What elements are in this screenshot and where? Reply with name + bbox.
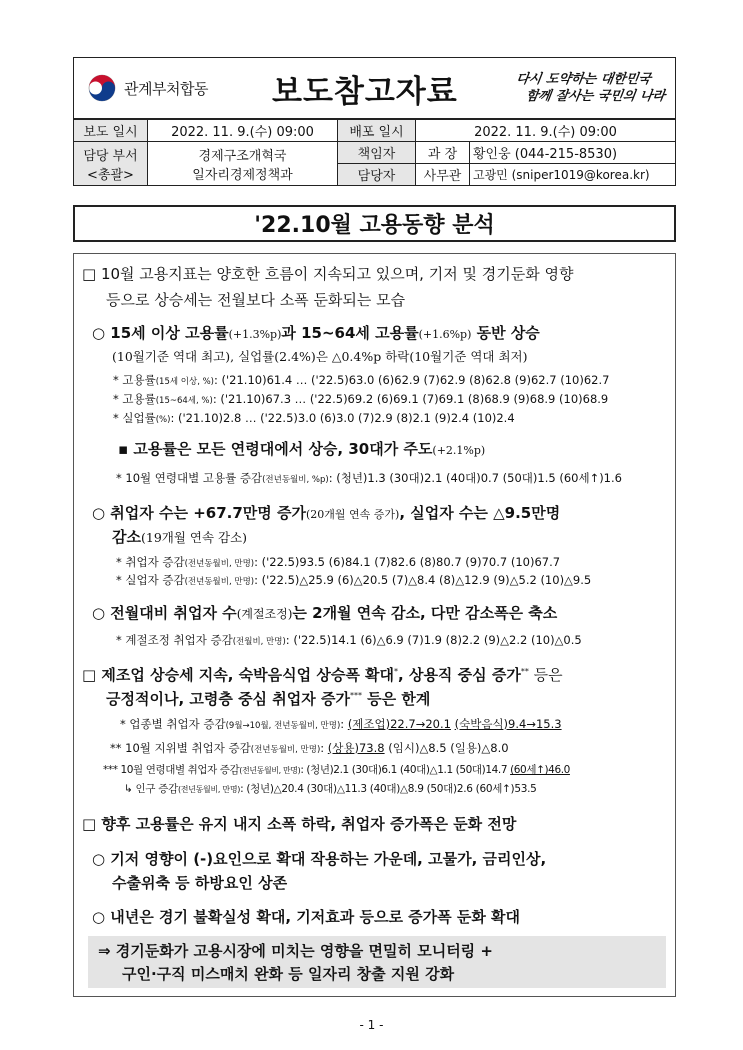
- agency-label: 관계부처합동: [124, 79, 208, 98]
- dept-value-line1: 경제구조개혁국: [198, 148, 287, 164]
- s1-p1-b: (+1.3%p): [228, 328, 282, 341]
- d3-b: (%): [155, 415, 171, 425]
- o3-b: (계절조정): [236, 607, 293, 621]
- d2-c: : ('21.10)67.3 … ('22.5)69.2 (6)69.1 (7)69.1 (8)68.9 (9)68.9 (10)68.9: [212, 392, 609, 406]
- dept-value-line2: 일자리경제정책과: [192, 167, 293, 183]
- d1-a: * 고용률: [113, 373, 156, 387]
- s1-headline-1: □ 10월 고용지표는 양호한 흐름이 지속되고 있으며, 기저 및 경기둔화 영향: [82, 265, 574, 283]
- o2-e: (19개월 연속 감소): [140, 530, 248, 545]
- s2d2-a: ** 10월 지위별 취업자 증감: [110, 741, 251, 755]
- s1-p1-d: (+1.6%p): [418, 328, 472, 341]
- s2-headline-1: [82, 664, 563, 685]
- d6-a: * 실업자 증감: [116, 573, 185, 587]
- s2-l1-d: **: [520, 667, 529, 676]
- release-date-value: 2022. 11. 9.(수) 09:00: [148, 120, 338, 142]
- dept-value: [148, 142, 338, 186]
- slogan-line-1: 다시 도약하는 대한민국: [515, 72, 652, 87]
- s1-sub-point: [118, 438, 485, 459]
- d2-a: * 고용률: [113, 392, 156, 406]
- s1-detail-3: [113, 410, 515, 426]
- s3-headline: □ 향후 고용률은 유지 내지 소폭 하락, 취업자 증가폭은 둔화 전망: [82, 815, 517, 833]
- s2d1-f: (숙박음식)9.4→15.3: [454, 717, 562, 731]
- header-banner: [73, 57, 676, 119]
- s2-detail-3: [103, 762, 570, 777]
- o2-d: 감소: [112, 528, 141, 546]
- s1-p1-c: 과 15~64세 고용률: [281, 324, 419, 342]
- d4-c: : (청년)1.3 (30대)2.1 (40대)0.7 (50대)1.5 (60세↑)1.6: [328, 471, 622, 485]
- s2d1-c: :: [340, 717, 348, 731]
- d7-a: * 계절조정 취업자 증감: [116, 633, 233, 647]
- s2-detail-1: [120, 716, 562, 732]
- s2-detail-2: [110, 740, 509, 756]
- d3-c: : ('21.10)2.8 … ('22.5)3.0 (6)3.0 (7)2.9 (8)2.1 (9)2.4 (10)2.4: [170, 411, 515, 425]
- distribute-date-value: 2022. 11. 9.(수) 09:00: [416, 120, 676, 142]
- agency-logo-block: [74, 74, 264, 102]
- s2-l1-a: □ 제조업 상승세 지속, 숙박음식업 상승폭 확대: [82, 666, 395, 684]
- d5-b: (전년동월비, 만명): [184, 559, 255, 569]
- s3-point-1: ○ 기저 영향이 (-)요인으로 확대 작용하는 가운데, 고물가, 금리인상,: [92, 850, 547, 868]
- s2-l2-a: 긍정적이나, 고령층 중심 취업자 증가: [106, 690, 350, 708]
- s2d4-b: (전년동월비, 만명): [177, 785, 241, 794]
- callout-line-2: 구인·구직 미스매치 완화 등 일자리 창출 지원 강화: [122, 965, 455, 983]
- s1-detail-4: [116, 470, 622, 486]
- d7-b: (전월비, 만명): [232, 637, 286, 647]
- s2-detail-4: [124, 781, 537, 796]
- manager-label: 책임자: [338, 142, 416, 164]
- s2d4-c: : (청년)△20.4 (30대)△11.3 (40대)△8.9 (50대)2.6 (60세↑)53.5: [240, 783, 537, 795]
- sub1-b: (+2.1%p): [432, 444, 486, 457]
- s1-detail-5: [116, 554, 560, 570]
- d6-b: (전년동월비, 만명): [184, 577, 255, 587]
- d1-b: (15세 이상, %): [155, 377, 214, 387]
- s2d3-c: : (청년)2.1 (30대)6.1 (40대)△1.1 (50대)14.7: [300, 764, 511, 776]
- s2d1-d: (제조업)22.7→20.1: [347, 717, 451, 731]
- s1-p1-e: 동반 상승: [471, 324, 540, 342]
- s1-detail-1: [113, 372, 609, 388]
- s2-l2-c: 등은 한계: [361, 690, 431, 708]
- document-title: '22.10월 고용동향 분석: [73, 205, 676, 242]
- s2-l1-b: *: [394, 667, 399, 676]
- s1-headline-2: 등으로 상승세는 전월보다 소폭 둔화되는 모습: [106, 291, 406, 309]
- s2d1-a: * 업종별 취업자 증감: [120, 717, 226, 731]
- staff-contact: 고광민 (sniper1019@korea.kr): [470, 164, 676, 186]
- s2d2-d: (상용)73.8: [327, 741, 385, 755]
- d4-b: (전년동월비, %p): [262, 475, 329, 485]
- s2d3-b: (전년동월비, 만명): [239, 766, 301, 775]
- s1-detail-6: [116, 572, 591, 588]
- staff-label: 담당자: [338, 164, 416, 186]
- s2d3-d: (60세↑)46.0: [510, 764, 570, 776]
- manager-role: 과 장: [416, 142, 470, 164]
- distribute-date-label: 배포 일시: [338, 120, 416, 142]
- s2d4-a: ↳ 인구 증감: [124, 783, 178, 795]
- dept-label: [74, 142, 148, 186]
- s2d1-b: (9월→10월, 전년동월비, 만명): [225, 721, 341, 731]
- taegeuk-emblem-icon: [88, 74, 116, 102]
- manager-contact: 황인웅 (044-215-8530): [470, 142, 676, 164]
- s2-l2-b: ***: [349, 691, 362, 700]
- d7-c: : ('22.5)14.1 (6)△6.9 (7)1.9 (8)2.2 (9)△2.2 (10)△0.5: [285, 633, 582, 647]
- s2d2-b: (전년동월비, 만명): [250, 745, 321, 755]
- o2-b: (20개월 연속 증가): [305, 508, 400, 521]
- s1-point-1-cont: (10월기준 역대 최고), 실업률(2.4%)은 △0.4%p 하락(10월기준 역대 최저): [112, 349, 528, 364]
- s1-point-2: [92, 502, 560, 523]
- d2-b: (15~64세, %): [155, 396, 213, 406]
- dept-label-line2: <총괄>: [87, 167, 134, 183]
- s2d3-a: *** 10월 연령대별 취업자 증감: [103, 764, 240, 776]
- o3-a: ○ 전월대비 취업자 수: [92, 604, 237, 622]
- d6-c: : ('22.5)△25.9 (6)△20.5 (7)△8.4 (8)△12.9 (9)△5.2 (10)△9.5: [254, 573, 592, 587]
- s3-point-2: ○ 내년은 경기 불확실성 확대, 기저효과 등으로 증가폭 둔화 확대: [92, 908, 521, 926]
- d4-a: * 10월 연령대별 고용률 증감: [116, 471, 263, 485]
- s2-headline-2: [106, 688, 430, 709]
- o2-c: , 실업자 수는 △9.5만명: [399, 504, 561, 522]
- s2d2-c: :: [320, 741, 328, 755]
- o2-a: ○ 취업자 수는 +67.7만명 증가: [92, 504, 306, 522]
- dept-label-line1: 담당 부서: [83, 148, 138, 164]
- s1-point-3: [92, 602, 557, 623]
- release-info-table: [73, 119, 676, 186]
- slogan-line-2: 함께 잘사는 국민의 나라: [524, 89, 667, 104]
- s2d2-e: (임시)△8.5 (일용)△8.0: [384, 741, 509, 755]
- o3-c: 는 2개월 연속 감소, 다만 감소폭은 축소: [292, 604, 558, 622]
- d5-a: * 취업자 증감: [116, 555, 185, 569]
- s1-detail-2: [113, 391, 608, 407]
- s1-p1-a: ○ 15세 이상 고용률: [92, 324, 229, 342]
- page-number: - 1 -: [359, 1018, 384, 1032]
- release-type-title: 보도참고자료: [272, 73, 458, 110]
- staff-role: 사무관: [416, 164, 470, 186]
- release-date-label: 보도 일시: [74, 120, 148, 142]
- d5-c: : ('22.5)93.5 (6)84.1 (7)82.6 (8)80.7 (9)70.7 (10)67.7: [254, 555, 561, 569]
- s2-l1-e: 등은: [528, 666, 563, 684]
- callout-line-1: ⇒ 경기둔화가 고용시장에 미치는 영향을 면밀히 모니터링 +: [98, 942, 493, 960]
- government-slogan: [513, 71, 678, 105]
- d3-a: * 실업률: [113, 411, 156, 425]
- d1-c: : ('21.10)61.4 … ('22.5)63.0 (6)62.9 (7)62.9 (8)62.8 (9)62.7 (10)62.7: [214, 373, 610, 387]
- s1-point-1: [92, 322, 540, 343]
- s1-detail-7: [116, 632, 582, 648]
- s1-point-2-cont: [112, 526, 247, 547]
- s3-point-1-cont: 수출위축 등 하방요인 상존: [112, 874, 288, 892]
- sub1-a: ▪ 고용률은 모든 연령대에서 상승, 30대가 주도: [118, 440, 433, 458]
- s2-l1-c: , 상용직 중심 증가: [398, 666, 521, 684]
